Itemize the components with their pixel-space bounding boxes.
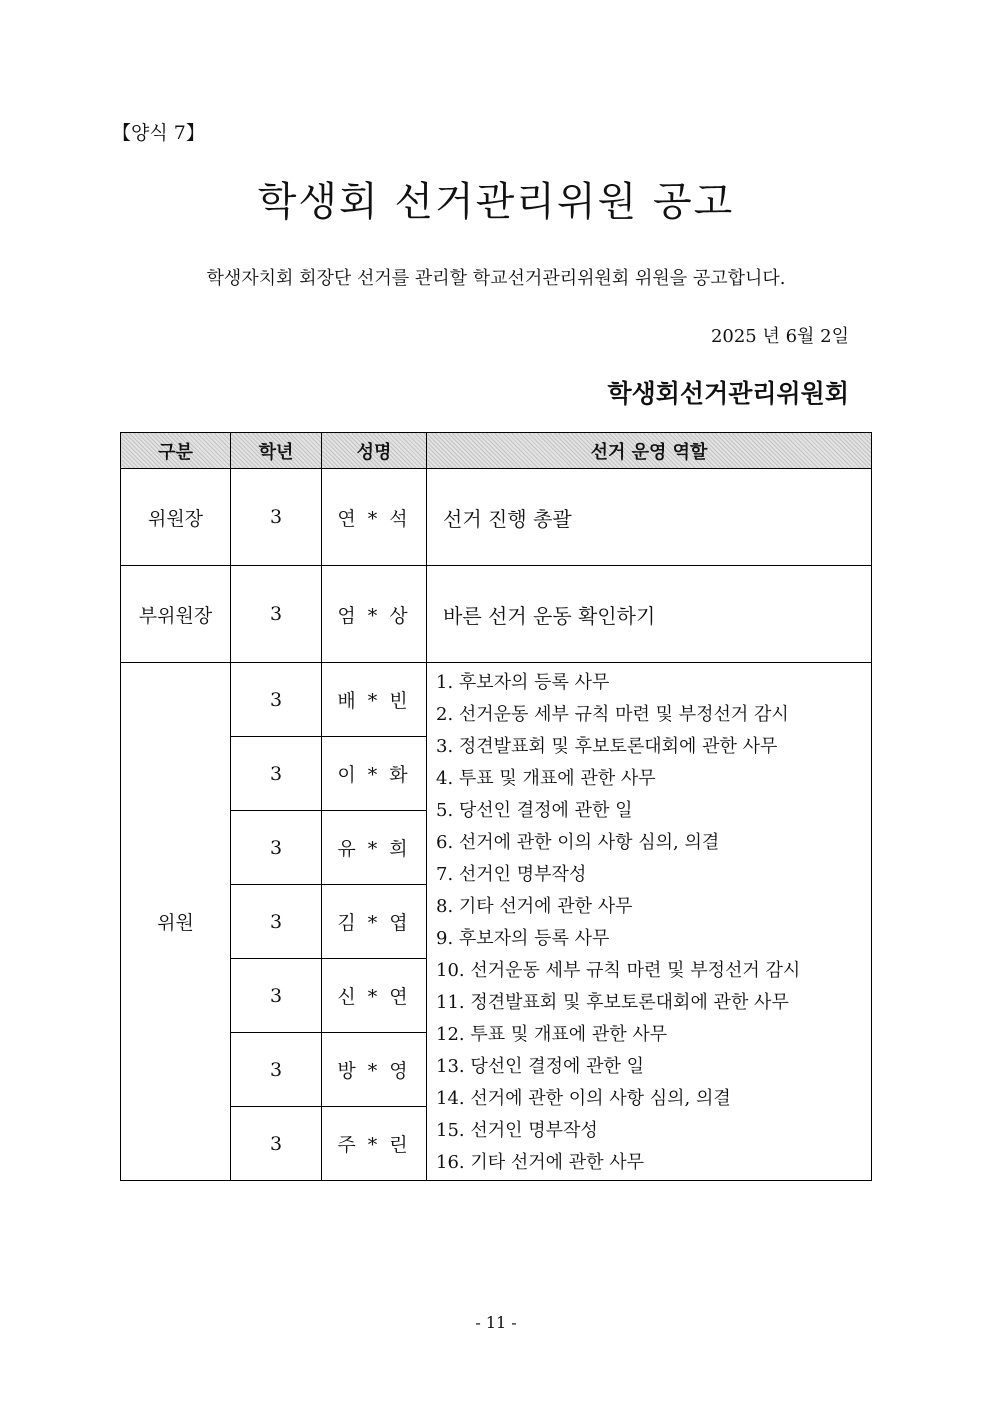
duty-item: 14. 선거에 관한 이의 사항 심의, 의결 — [436, 1088, 731, 1109]
cell-grade: 3 — [231, 469, 322, 566]
announcement-text: 학생자치회 회장단 선거를 관리할 학교선거관리위원회 위원을 공고합니다. — [206, 268, 786, 289]
cell-grade: 3 — [231, 959, 322, 1033]
cell-category: 부위원장 — [121, 566, 231, 663]
cell-name: 방 * 영 — [322, 1033, 427, 1107]
cell-category-members: 위원 — [121, 663, 231, 1181]
duty-item: 2. 선거운동 세부 규칙 마련 및 부정선거 감시 — [436, 704, 789, 725]
duty-item: 10. 선거운동 세부 규칙 마련 및 부정선거 감시 — [436, 960, 801, 981]
announcement-date: 2025 년 6월 2일 — [710, 326, 849, 347]
duty-item: 13. 당선인 결정에 관한 일 — [436, 1056, 645, 1077]
table-row-chair — [121, 469, 872, 566]
duty-item: 4. 투표 및 개표에 관한 사무 — [436, 768, 656, 789]
duty-item: 3. 정견발표회 및 후보토론대회에 관한 사무 — [436, 736, 778, 757]
cell-grade: 3 — [231, 1033, 322, 1107]
cell-name: 엄 * 상 — [322, 566, 427, 663]
cell-grade: 3 — [231, 663, 322, 737]
duty-item: 15. 선거인 명부작성 — [436, 1120, 598, 1141]
cell-role: 선거 진행 총괄 — [427, 469, 872, 566]
cell-name: 연 * 석 — [322, 469, 427, 566]
header-category: 구분 — [121, 433, 231, 469]
duty-item: 7. 선거인 명부작성 — [436, 864, 587, 885]
duty-item: 5. 당선인 결정에 관한 일 — [436, 800, 633, 821]
cell-grade: 3 — [231, 1107, 322, 1181]
organization-name: 학생회선거관리위원회 — [607, 379, 849, 408]
duty-item: 9. 후보자의 등록 사무 — [436, 928, 610, 949]
cell-category: 위원장 — [121, 469, 231, 566]
table-row-member — [121, 663, 872, 737]
cell-member-duties — [427, 663, 872, 1181]
cell-grade: 3 — [231, 566, 322, 663]
header-grade: 학년 — [231, 433, 322, 469]
form-label: 【양식 7】 — [112, 122, 205, 144]
cell-name: 주 * 린 — [322, 1107, 427, 1181]
cell-role: 바른 선거 운동 확인하기 — [427, 566, 872, 663]
committee-table — [120, 432, 872, 1181]
page-number: - 11 - — [475, 1313, 517, 1332]
cell-name: 이 * 화 — [322, 737, 427, 811]
duty-item: 12. 투표 및 개표에 관한 사무 — [436, 1024, 668, 1045]
table-header-row — [121, 433, 872, 469]
cell-name: 김 * 엽 — [322, 885, 427, 959]
cell-name: 신 * 연 — [322, 959, 427, 1033]
duty-item: 16. 기타 선거에 관한 사무 — [436, 1152, 645, 1173]
header-role: 선거 운영 역할 — [427, 433, 872, 469]
cell-name: 유 * 희 — [322, 811, 427, 885]
table-row-vice-chair — [121, 566, 872, 663]
page-title: 학생회 선거관리위원 공고 — [257, 179, 735, 225]
duty-item: 8. 기타 선거에 관한 사무 — [436, 896, 633, 917]
cell-grade: 3 — [231, 811, 322, 885]
cell-grade: 3 — [231, 737, 322, 811]
duty-item: 1. 후보자의 등록 사무 — [436, 672, 610, 693]
duty-item: 11. 정견발표회 및 후보토론대회에 관한 사무 — [436, 992, 789, 1013]
header-name: 성명 — [322, 433, 427, 469]
cell-name: 배 * 빈 — [322, 663, 427, 737]
cell-grade: 3 — [231, 885, 322, 959]
duty-item: 6. 선거에 관한 이의 사항 심의, 의결 — [436, 832, 720, 853]
